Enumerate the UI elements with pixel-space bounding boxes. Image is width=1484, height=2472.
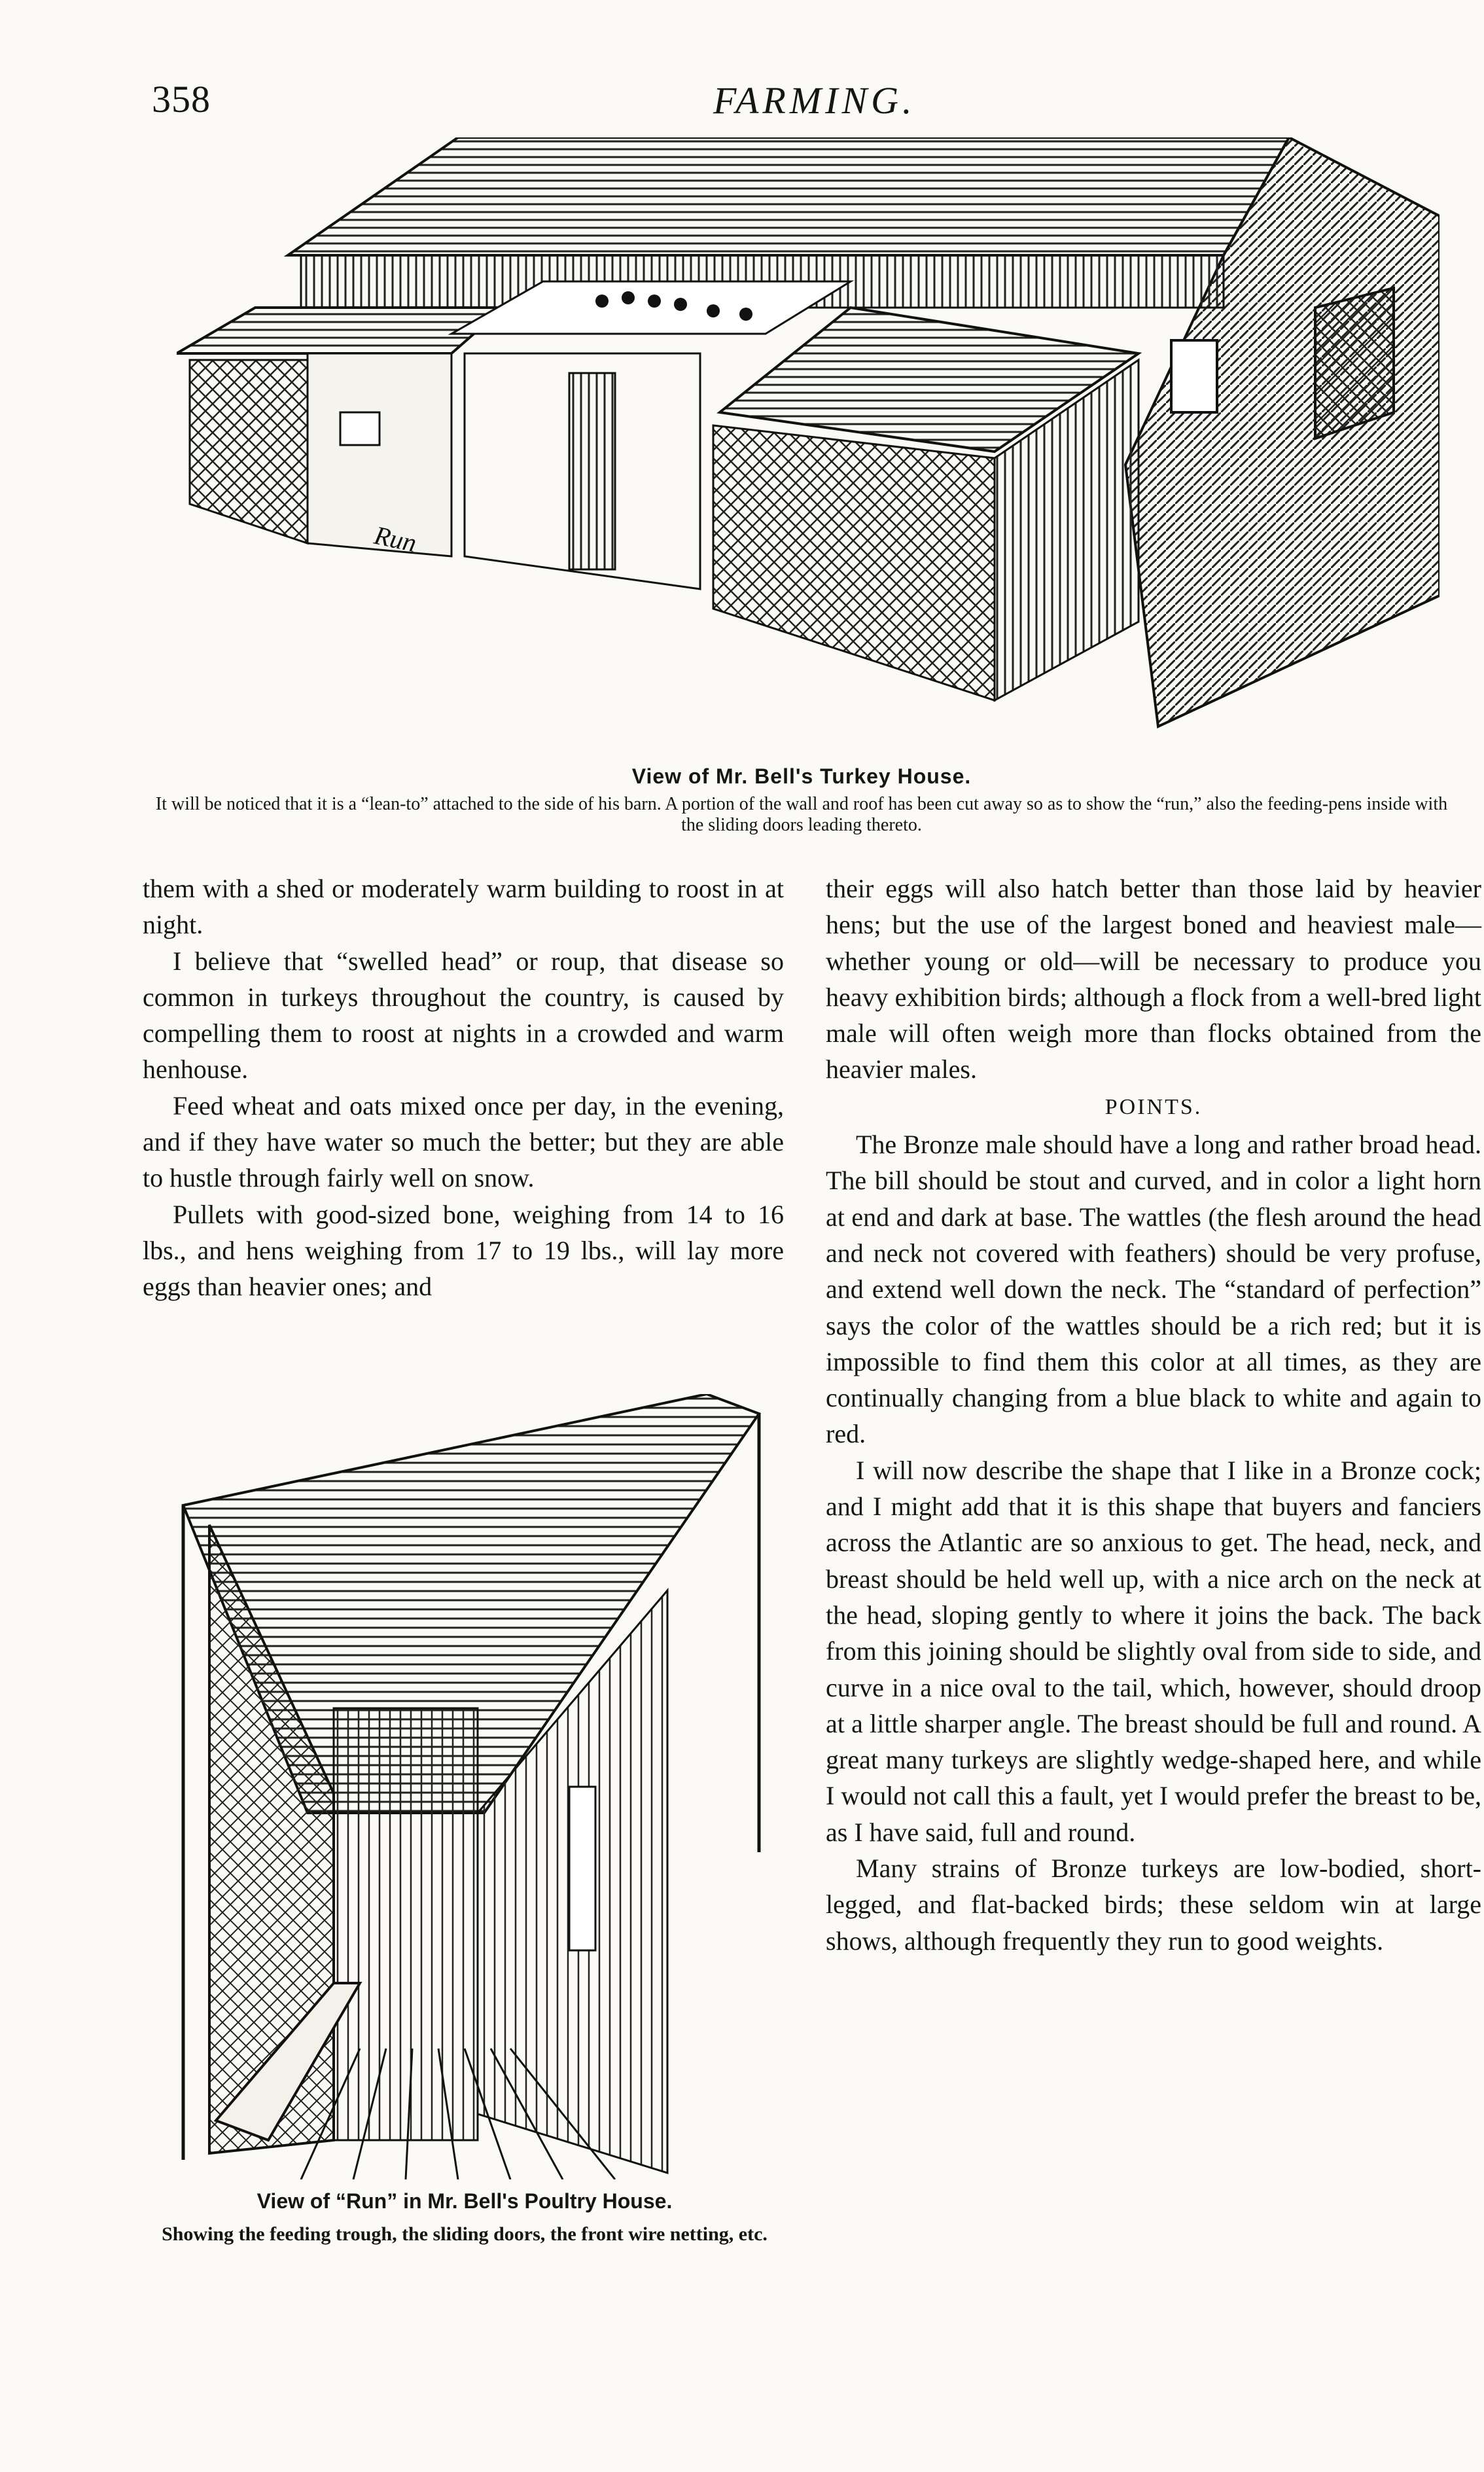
left-column: [143, 870, 784, 1305]
running-head: FARMING.: [713, 79, 916, 122]
paragraph: Feed wheat and oats mixed once per day, in the evening, and if they have water so much the better; but they are able to hustle through fairly well on snow.: [143, 1090, 784, 1193]
figure-2-caption: [131, 2189, 798, 2246]
right-column: [826, 870, 1481, 1959]
paragraph: them with a shed or moderately warm building to roost in at night.: [143, 874, 784, 940]
paragraph: The Bronze male should have a long and rather broad head. The bill should be stout and curved, and in color a light horn at end and dark at base. The wattles (the flesh around the head and neck not covered with feathers) should be very profuse, and extend well down the neck. The “standard of perfection” says the color of the wattles should be a rich red; but it is impossible to find them this color at all times, as they are continually changing from a blue black to white and again to red.: [826, 1130, 1481, 1449]
paragraph: Pullets with good-sized bone, weighing from 14 to 16 lbs., and hens weighing from 17 to 19 lbs., will lay more eggs than heavier ones; and: [143, 1199, 784, 1302]
paragraph: I believe that “swelled head” or roup, that disease so common in turkeys throughout the country, is caused by compelling them to roost at nights in a crowded and warm henhouse.: [143, 946, 784, 1084]
poultry-run-illustration: [144, 1394, 785, 2179]
figure-1-title: View of Mr. Bell's Turkey House.: [631, 764, 972, 788]
figure-2-note: Showing the feeding trough, the sliding doors, the front wire netting, etc.: [162, 2223, 768, 2245]
turkey-house-illustration: [177, 137, 1440, 759]
figure-2-title: View of “Run” in Mr. Bell's Poultry House.: [256, 2189, 673, 2213]
paragraph: Many strains of Bronze turkeys are low-bodied, short-legged, and flat-backed birds; these seldom win at large shows, although frequently they run to good weights.: [826, 1854, 1481, 1956]
paragraph: I will now describe the shape that I like in a Bronze cock; and I might add that it is this shape that buyers and fanciers across the Atlantic are so anxious to get. The head, neck, and breast should be held well up, with a nice arch on the neck at the head, sloping gently to where it joins the back. The back from this joining should be slightly oval from side to side, and curve in a nice oval to the tail, which, however, should droop at a little sharper angle. The breast should be full and round. A great many turkeys are slightly wedge-shaped here, and while I would not call this a fault, yet I would prefer the breast to be, as I have said, full and round.: [826, 1455, 1481, 1847]
run-sign-label: Run: [372, 520, 419, 558]
figure-1-note: It will be noticed that it is a “lean-to” attached to the side of his barn. A portion of the wall and roof has been cut away so as to show the “run,” also the feeding-pens inside with the sliding doors leading thereto.: [155, 794, 1448, 835]
section-heading: POINTS.: [1104, 1094, 1203, 1119]
paragraph: their eggs will also hatch better than those laid by heavier hens; but the use of the largest boned and heaviest male—whether young or old—will be necessary to produce you heavy exhibition birds; although a flock from a well-bred light male will often weigh more than flocks obtained from the heavier males.: [826, 874, 1481, 1084]
page-number: 358: [152, 78, 211, 120]
figure-1-caption: [144, 764, 1459, 836]
